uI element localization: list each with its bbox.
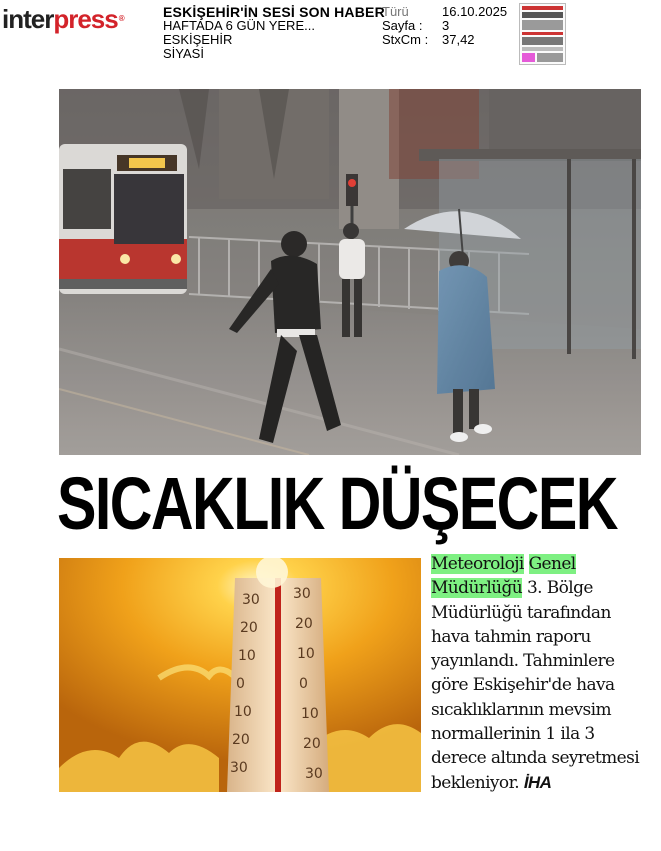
highlight-keyword: Genel <box>528 554 576 574</box>
publication-name: ESKİŞEHİR'İN SESİ SON HABER <box>163 4 385 20</box>
news-agency: İHA <box>523 772 552 792</box>
interpress-logo <box>2 4 124 34</box>
thermometer-scale-label: 20 <box>303 736 321 752</box>
stxcm-value: 37,42 <box>442 32 475 47</box>
stxcm-label: StxCm : <box>382 32 429 47</box>
page-thumbnail[interactable] <box>519 3 566 65</box>
thermometer-scale-label: 10 <box>238 648 256 664</box>
logo-text-inter: inter <box>2 4 54 34</box>
thermometer-scale-label: 30 <box>293 586 311 602</box>
thermometer-scale-label: 0 <box>299 676 308 692</box>
thermometer-scale-label: 10 <box>301 706 319 722</box>
thermometer-scale-label: 10 <box>297 646 315 662</box>
page-number: 3 <box>442 18 450 33</box>
clipping-details <box>382 5 507 47</box>
logo-text-press: press <box>53 4 118 34</box>
thermometer-scale-label: 30 <box>242 592 260 608</box>
article-body-text: 3. Bölge Müdürlüğü tarafından hava tahmin raporu yayınlandı. Tahminlere göre Eskişehir'de hava sıcaklıklarının mevsim normallerinin 1 ila 3 derece altında seyretmesi bekleniyor. <box>431 578 640 793</box>
thermometer-scale-label: 20 <box>232 732 250 748</box>
logo-registered-mark: ® <box>118 14 124 23</box>
thermometer-scale-label: 20 <box>240 620 258 636</box>
publication-city: ESKİŞEHİR <box>163 32 233 47</box>
thermometer-scale-label: 10 <box>234 704 252 720</box>
page-label: Sayfa : <box>382 18 423 33</box>
article-body <box>431 552 646 795</box>
rainy-street-photo <box>59 89 641 455</box>
thermometer-scale-label: 20 <box>295 616 313 632</box>
thermometer-photo <box>59 558 421 792</box>
headline: SICAKLIK DÜŞECEK <box>57 462 617 545</box>
thermometer-scale-label: 30 <box>305 766 323 782</box>
highlight-keyword: Meteoroloji <box>431 554 524 574</box>
publication-category: SİYASİ <box>163 46 204 61</box>
thermometer-scale-label: 0 <box>236 676 245 692</box>
type-label: Türü <box>382 4 409 19</box>
clip-date: 16.10.2025 <box>442 4 508 19</box>
highlight-keyword: Müdürlüğü <box>431 578 523 599</box>
thermometer-scale-label: 30 <box>230 760 248 776</box>
publication-frequency: HAFTADA 6 GÜN YERE... <box>163 18 315 33</box>
